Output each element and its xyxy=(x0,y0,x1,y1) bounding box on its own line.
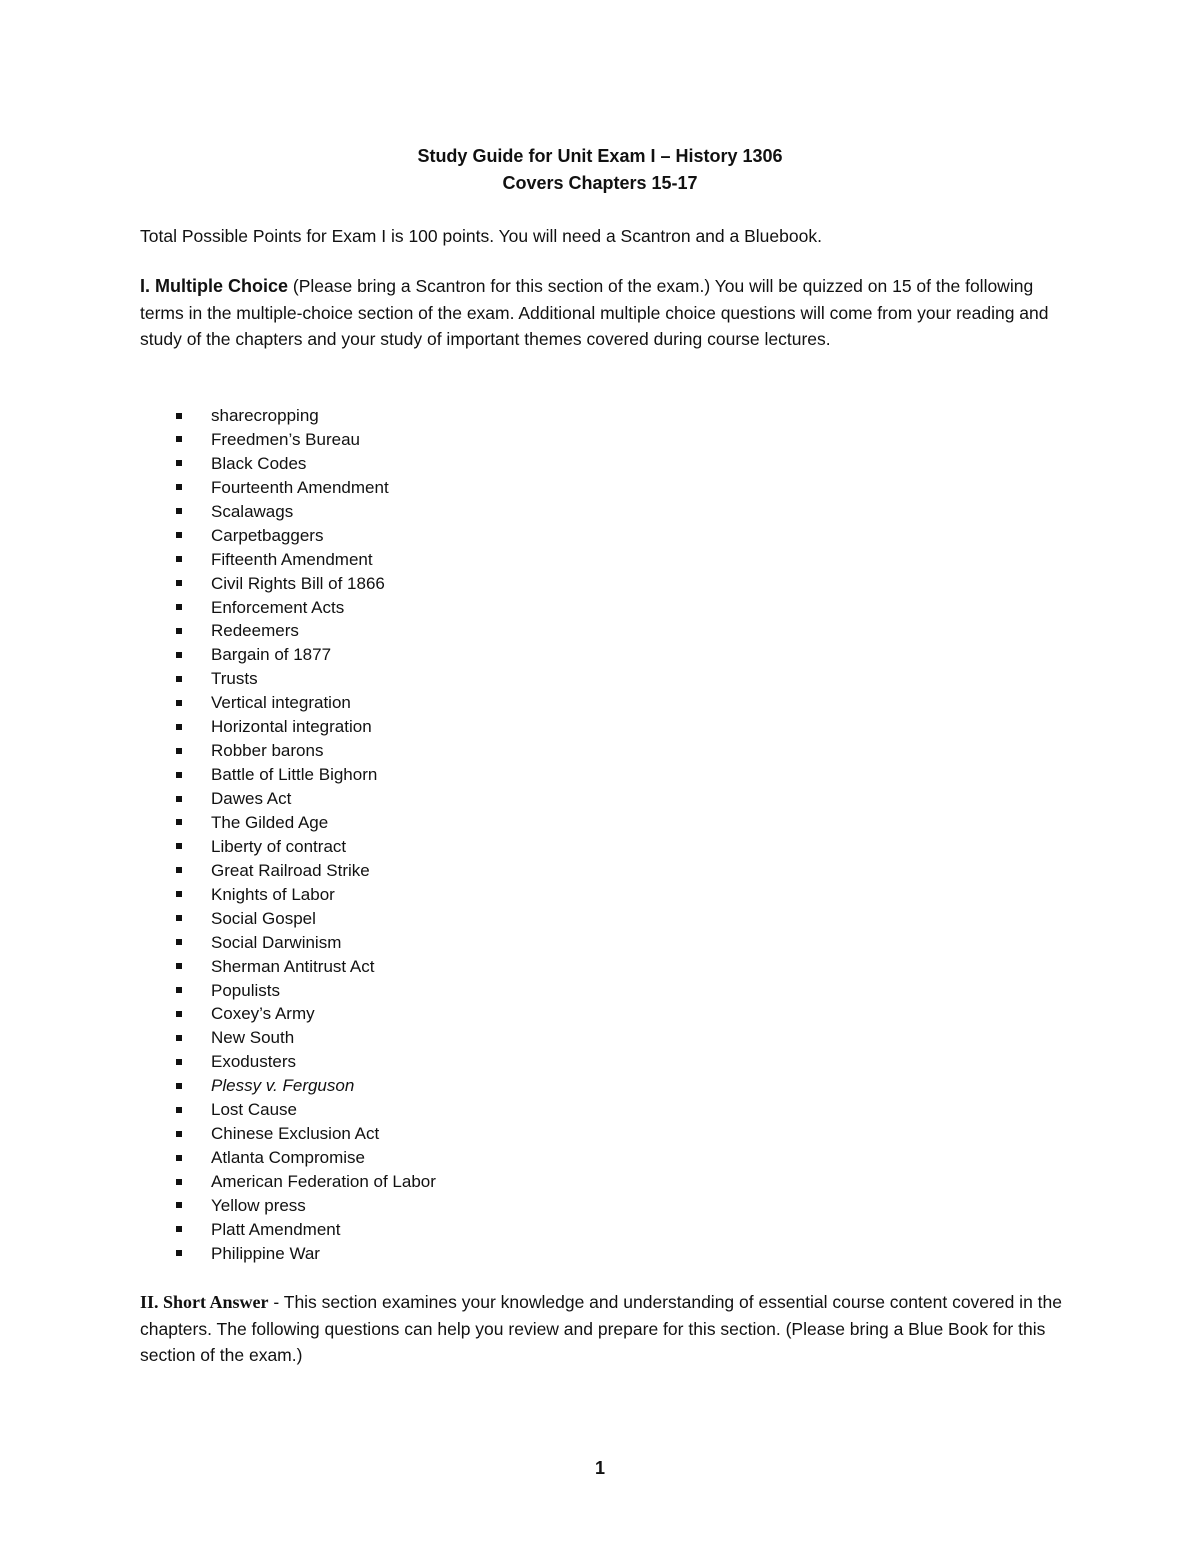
short-answer-instructions: - This section examines your knowledge and understanding of essential course content covered in the chapters. The following questions can help you review and prepare for this section. (Please bring a Blue Book for this section of the exam.) xyxy=(140,1292,1062,1365)
square-bullet-icon xyxy=(176,915,182,921)
term-list-item xyxy=(176,572,436,596)
square-bullet-icon xyxy=(176,1035,182,1041)
term-list-item xyxy=(176,643,436,667)
square-bullet-icon xyxy=(176,700,182,706)
term-text: Atlanta Compromise xyxy=(211,1148,366,1168)
square-bullet-icon xyxy=(176,484,182,490)
square-bullet-icon xyxy=(176,748,182,754)
term-list-item xyxy=(176,1074,436,1098)
term-text: Populists xyxy=(211,980,280,1000)
term-text: Trusts xyxy=(211,669,258,689)
square-bullet-icon xyxy=(176,556,182,562)
term-list-item xyxy=(176,596,436,620)
document-subtitle: Covers Chapters 15-17 xyxy=(502,173,698,193)
square-bullet-icon xyxy=(176,819,182,825)
term-text: The Gilded Age xyxy=(211,812,329,832)
term-text: Scalawags xyxy=(211,501,294,521)
square-bullet-icon xyxy=(176,580,182,586)
term-text: Civil Rights Bill of 1866 xyxy=(211,573,385,593)
term-text: Bargain of 1877 xyxy=(211,645,332,665)
term-list-item xyxy=(176,1242,436,1266)
term-text: Redeemers xyxy=(211,621,299,641)
term-list-item xyxy=(176,1218,436,1242)
term-list-item xyxy=(176,859,436,883)
term-text: Liberty of contract xyxy=(211,836,347,856)
term-text: Yellow press xyxy=(211,1195,306,1215)
term-list-item xyxy=(176,524,436,548)
term-text: American Federation of Labor xyxy=(211,1172,436,1191)
term-list-item xyxy=(176,739,436,763)
square-bullet-icon xyxy=(176,508,182,514)
square-bullet-icon xyxy=(176,724,182,730)
term-text: Dawes Act xyxy=(211,789,292,808)
term-text: sharecropping xyxy=(211,406,319,425)
square-bullet-icon xyxy=(176,436,182,442)
term-text: Battle of Little Bighorn xyxy=(211,765,378,785)
term-text: Fifteenth Amendment xyxy=(211,549,373,569)
term-text: Social Darwinism xyxy=(211,932,342,952)
term-list-item xyxy=(176,1170,436,1194)
term-text: Coxey’s Army xyxy=(211,1004,315,1024)
square-bullet-icon xyxy=(176,1083,182,1089)
square-bullet-icon xyxy=(176,413,182,419)
term-list-item xyxy=(176,476,436,500)
term-list-item xyxy=(176,1002,436,1026)
term-list-item xyxy=(176,883,436,907)
square-bullet-icon xyxy=(176,1131,182,1137)
multiple-choice-paragraph xyxy=(140,273,1070,353)
multiple-choice-instructions: (Please bring a Scantron for this section of the exam.) You will be quizzed on 15 of the following terms in the multiple-choice section of the exam. Additional multiple choice questions will come from your reading and study of the chapters and your study of important themes covered during course lectures. xyxy=(140,276,1049,349)
square-bullet-icon xyxy=(176,1107,182,1113)
term-text: Horizontal integration xyxy=(211,717,372,737)
term-text: Lost Cause xyxy=(211,1100,297,1120)
term-text: Enforcement Acts xyxy=(211,597,345,617)
term-text: Great Railroad Strike xyxy=(211,860,370,880)
term-list-item xyxy=(176,907,436,931)
term-list-item xyxy=(176,691,436,715)
square-bullet-icon xyxy=(176,1179,182,1185)
term-list-item xyxy=(176,404,436,428)
term-text: Black Codes xyxy=(211,453,307,473)
term-list-item xyxy=(176,500,436,524)
term-list-item xyxy=(176,667,436,691)
term-list-item xyxy=(176,763,436,787)
square-bullet-icon xyxy=(176,532,182,538)
page-number: 1 xyxy=(594,1458,605,1478)
term-list-item xyxy=(176,1194,436,1218)
term-text: Plessy v. Ferguson xyxy=(211,1076,355,1096)
term-list-item xyxy=(176,811,436,835)
term-text: Vertical integration xyxy=(211,693,351,713)
square-bullet-icon xyxy=(176,939,182,945)
square-bullet-icon xyxy=(176,1059,182,1065)
term-list-item xyxy=(176,452,436,476)
term-list-item xyxy=(176,955,436,979)
term-list-item xyxy=(176,548,436,572)
term-text: Knights of Labor xyxy=(211,884,335,904)
square-bullet-icon xyxy=(176,1155,182,1161)
term-list-item xyxy=(176,979,436,1003)
term-list-item xyxy=(176,931,436,955)
square-bullet-icon xyxy=(176,796,182,802)
term-list-item xyxy=(176,428,436,452)
short-answer-paragraph xyxy=(140,1289,1070,1369)
term-text: New South xyxy=(211,1028,295,1048)
term-text: Social Gospel xyxy=(211,908,316,928)
square-bullet-icon xyxy=(176,987,182,993)
term-list-item xyxy=(176,1122,436,1146)
term-text: Chinese Exclusion Act xyxy=(211,1124,380,1144)
term-text: Exodusters xyxy=(211,1052,297,1072)
square-bullet-icon xyxy=(176,1011,182,1017)
term-list-item xyxy=(176,1098,436,1122)
term-list-item xyxy=(176,619,436,643)
square-bullet-icon xyxy=(176,772,182,778)
square-bullet-icon xyxy=(176,460,182,466)
square-bullet-icon xyxy=(176,652,182,658)
multiple-choice-heading: I. Multiple Choice xyxy=(140,276,289,296)
terms-list xyxy=(176,404,436,1266)
term-list-item xyxy=(176,1050,436,1074)
square-bullet-icon xyxy=(176,1226,182,1232)
square-bullet-icon xyxy=(176,891,182,897)
square-bullet-icon xyxy=(176,676,182,682)
term-list-item xyxy=(176,1146,436,1170)
square-bullet-icon xyxy=(176,1202,182,1208)
term-text: Freedmen’s Bureau xyxy=(211,429,360,449)
term-list-item xyxy=(176,787,436,811)
term-list-item xyxy=(176,715,436,739)
term-list-item xyxy=(176,1026,436,1050)
term-text: Philippine War xyxy=(211,1243,320,1263)
square-bullet-icon xyxy=(176,1250,182,1256)
term-text: Sherman Antitrust Act xyxy=(211,956,375,976)
square-bullet-icon xyxy=(176,843,182,849)
square-bullet-icon xyxy=(176,628,182,634)
short-answer-heading: II. Short Answer xyxy=(140,1292,269,1312)
term-text: Platt Amendment xyxy=(211,1219,341,1239)
term-list-item xyxy=(176,835,436,859)
square-bullet-icon xyxy=(176,963,182,969)
total-points-paragraph: Total Possible Points for Exam I is 100 points. You will need a Scantron and a Bluebook. xyxy=(140,226,822,246)
square-bullet-icon xyxy=(176,867,182,873)
term-text: Carpetbaggers xyxy=(211,525,324,545)
term-text: Robber barons xyxy=(211,741,324,761)
document-title: Study Guide for Unit Exam I – History 1306 xyxy=(417,146,783,166)
square-bullet-icon xyxy=(176,604,182,610)
term-text: Fourteenth Amendment xyxy=(211,477,389,497)
